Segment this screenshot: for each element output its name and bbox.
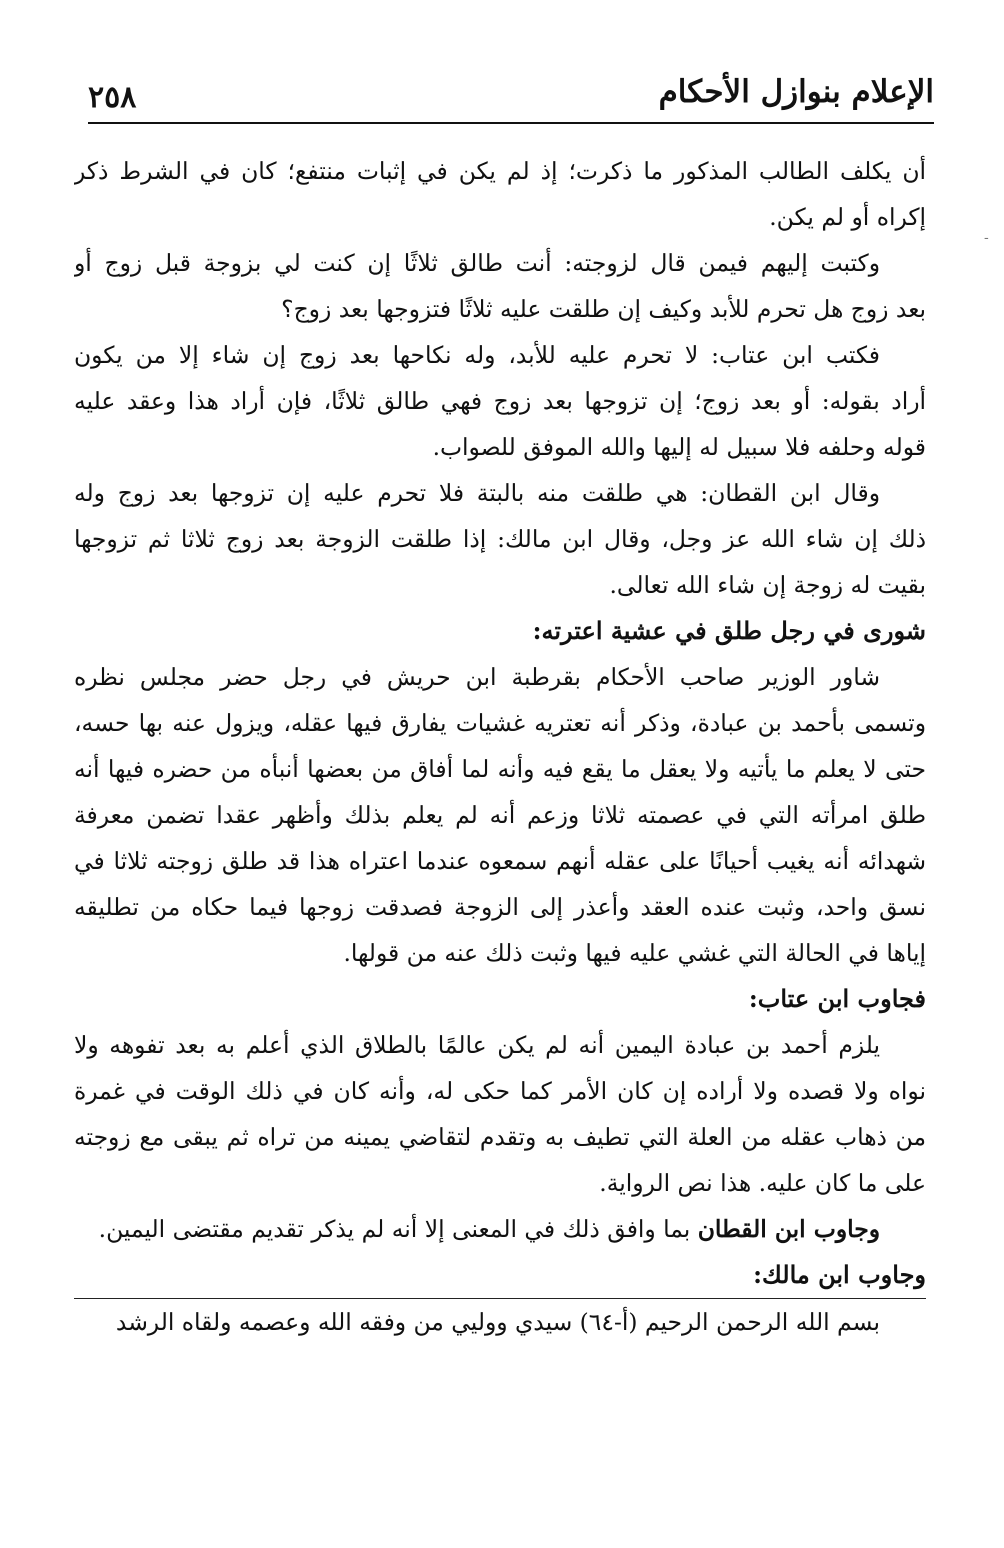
- page-number: ٢٥٨: [88, 80, 137, 115]
- text-line: إكراه أو لم يكن.: [769, 203, 926, 231]
- line-rest: بما وافق ذلك في المعنى إلا أنه لم يذكر تقديم مقتضى اليمين.: [98, 1215, 698, 1243]
- text-line: من ذهاب عقله من العلة التي تطيف به وتقدم لتقاضي يمينه من تراه ثم يبقى مع زوجته: [74, 1123, 926, 1151]
- text-line: نواه ولا قصده ولا أراده إن كان الأمر كما حكى له، وأنه كان في ذلك الوقت في غمرة: [74, 1077, 926, 1105]
- margin-mark: -: [984, 230, 989, 246]
- text-line: بقيت له زوجة إن شاء الله تعالى.: [609, 571, 926, 599]
- text-line: طلق امرأته التي في عصمته ثلاثا وزعم أنه لم يعلم بذلك وأظهر عقدا تضمن معرفة: [74, 801, 926, 829]
- text-line: بسم الله الرحمن الرحيم (أ-٦٤) سيدي ووليي من وفقه الله وعصمه ولقاه الرشد: [115, 1308, 880, 1336]
- text-line: يلزم أحمد بن عبادة اليمين أنه لم يكن عالمًا بالطلاق الذي أعلم به بعد تفوهه ولا: [74, 1031, 880, 1059]
- text-line: أن يكلف الطالب المذكور ما ذكرت؛ إذ لم يكن في إثبات منتفع؛ كان في الشرط ذكر: [74, 157, 926, 185]
- running-title: الإعلام بنوازل الأحكام: [658, 74, 934, 110]
- text-line: على ما كان عليه. هذا نص الرواية.: [599, 1169, 926, 1197]
- text-line: فكتب ابن عتاب: لا تحرم عليه للأبد، وله نكاحها بعد زوج إن شاء إلا من يكون: [74, 341, 880, 369]
- text-line: وتسمى بأحمد بن عبادة، وذكر أنه تعتريه غشيات يفارق فيها عقله، ويزول عنه بها حسه،: [74, 709, 926, 737]
- page-header: [88, 68, 934, 124]
- text-line: نسق واحد، وثبت عنده العقد وأعذر إلى الزوجة فصدقت زوجها فيما حكاه من تطليقه: [74, 893, 926, 921]
- section-heading: فجاوب ابن عتاب:: [748, 984, 926, 1013]
- text-line: حتى لا يعلم ما يأتيه ولا يعقل ما يقع فيه وأنه لما أفاق من بعضها أنبأه من حضره فيها أنه: [74, 755, 926, 783]
- text-line: إياها في الحالة التي غشي عليه فيها وثبت ذلك عنه من قولها.: [343, 939, 926, 967]
- text-line: أراد بقوله: أو بعد زوج؛ إن تزوجها بعد زوج فهي طالق ثلاثًا، فإن أراد هذا وعقد عليه: [74, 387, 926, 415]
- section-heading: شورى في رجل طلق في عشية اعترته:: [532, 616, 926, 645]
- text-line: وكتبت إليهم فيمن قال لزوجته: أنت طالق ثلاثًا إن كنت لي بزوجة قبل زوج أو: [74, 249, 880, 277]
- bold-lead: وجاوب ابن القطان: [697, 1215, 880, 1243]
- text-line: ذلك إن شاء الله عز وجل، وقال ابن مالك: إذا طلقت الزوجة بعد زوج ثلاثا ثم تزوجها: [74, 525, 926, 553]
- text-line: بعد زوج هل تحرم للأبد وكيف إن طلقت عليه ثلاثًا فتزوجها بعد زوج؟: [281, 295, 926, 323]
- text-line: شاور الوزير صاحب الأحكام بقرطبة ابن حريش في رجل حضر مجلس نظره: [74, 663, 880, 691]
- text-line: قوله وحلفه فلا سبيل له إليها والله الموفق للصواب.: [432, 433, 926, 461]
- page-body: [74, 148, 926, 1345]
- text-line: شهدائه أنه يغيب أحيانًا على عقله أنهم سمعوه عندما اعتراه هذا قد طلق زوجته ثلاثا في: [74, 847, 926, 875]
- section-heading: وجاوب ابن مالك:: [74, 1252, 926, 1299]
- text-line: وقال ابن القطان: هي طلقت منه بالبتة فلا تحرم عليه إن تزوجها بعد زوج وله: [74, 479, 880, 507]
- text-line: [74, 1206, 926, 1252]
